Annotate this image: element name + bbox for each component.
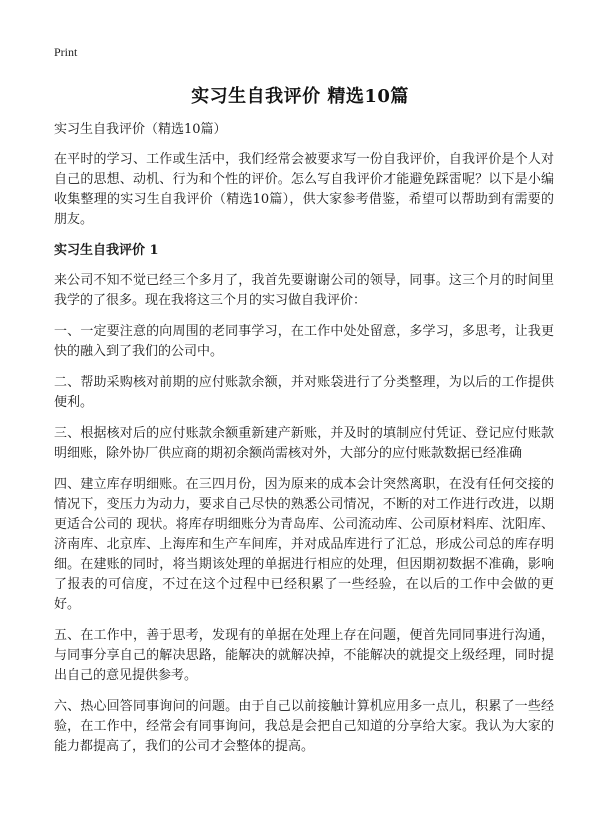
paragraph: 六、热心回答同事询问的问题。由于自己以前接触计算机应用多一点儿，积累了一些经验，在工作中，经常会有同事询问，我总是会把自己知道的分享给大家。我认为大家的能力都提高了，我们的公司才会整体的提高。 (54, 699, 554, 754)
paragraph: 四、建立库存明细账。在三四月份，因为原来的成本会计突然离职，在没有任何交接的情况下，变压力为动力，要求自己尽快的熟悉公司情况，不断的对工作进行改进，以期更适合公司的 现状。将库存明细账分为青岛库、公司流动库、公司原材料库、沈阳库、济南库、北京库、上海库和生产车间库，并对成品库进行了汇总，形成公司总的库存明细。在建账的同时，将当期该处理的单据进行相应的处理，但因期初数据不准确，影响了报表的可信度，不过在这个过程中已经积累了一些经验，在以后的工作中会做的更好。 (54, 477, 554, 612)
paragraph: 三、根据核对后的应付账款余额重新建产新账，并及时的填制应付凭证、登记应付账款明细账，除外协厂供应商的期初余额尚需核对外，大部分的应付账款数据已经准确 (54, 426, 554, 461)
article-body (54, 120, 554, 768)
paragraph: 五、在工作中，善于思考，发现有的单据在处理上存在问题，便首先同同事进行沟通，与同事分享自己的解决思路，能解决的就解决掉，不能解决的就提交上级经理，同时提出自己的意见提供参考。 (54, 628, 554, 683)
paragraph: 二、帮助采购核对前期的应付账款余额，并对账袋进行了分类整理，为以后的工作提供便利。 (54, 375, 554, 410)
page-title: 实习生自我评价 精选10篇 (191, 86, 409, 107)
section-heading: 实习生自我评价 1 (54, 243, 159, 258)
paragraph: 来公司不知不觉已经三个多月了，我首先要谢谢公司的领导，同事。这三个月的时间里我学的了很多。现在我将这三个月的实习做自我评价： (54, 273, 554, 308)
article-subtitle: 实习生自我评价（精选10篇） (54, 122, 227, 137)
intro-paragraph: 在平时的学习、工作或生活中，我们经常会被要求写一份自我评价，自我评价是个人对自己的思想、动机、行为和个性的评价。怎么写自我评价才能避免踩雷呢？以下是小编收集整理的实习生自我评价（精选10篇），供大家参考借鉴，希望可以帮助到有需要的朋友。 (54, 152, 554, 227)
paragraph: 一、一定要注意的向周围的老同事学习，在工作中处处留意，多学习，多思考，让我更快的融入到了我们的公司中。 (54, 324, 554, 359)
print-link[interactable]: Print (54, 45, 78, 59)
